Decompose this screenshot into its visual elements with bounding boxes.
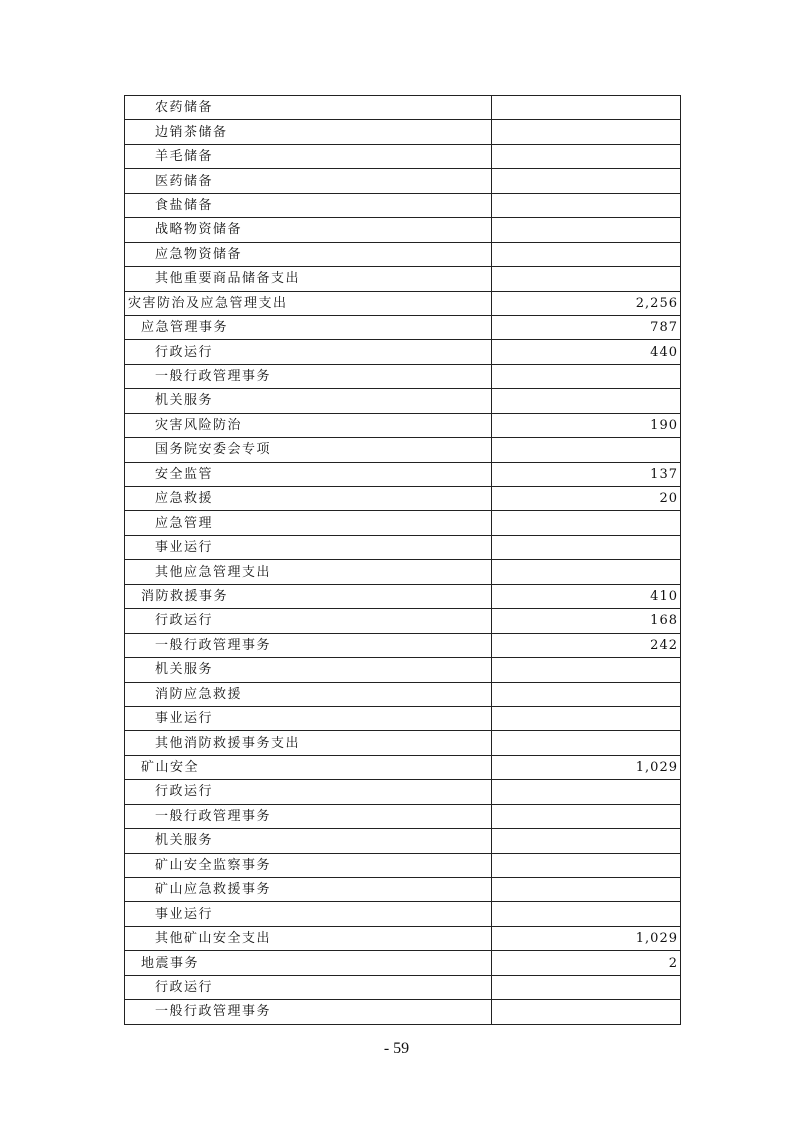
table-row xyxy=(125,706,681,730)
row-item-name: 消防救援事务 xyxy=(125,584,492,608)
table-row xyxy=(125,291,681,315)
row-item-name: 农药储备 xyxy=(125,96,492,120)
table-row xyxy=(125,487,681,511)
row-item-name: 灾害风险防治 xyxy=(125,413,492,437)
row-item-name: 一般行政管理事务 xyxy=(125,633,492,657)
table-row xyxy=(125,169,681,193)
table-row xyxy=(125,658,681,682)
row-item-name: 事业运行 xyxy=(125,706,492,730)
table-row xyxy=(125,951,681,975)
table-row xyxy=(125,780,681,804)
table-row xyxy=(125,560,681,584)
table-row xyxy=(125,926,681,950)
row-amount: 168 xyxy=(492,609,681,633)
row-item-name: 应急管理 xyxy=(125,511,492,535)
table-row xyxy=(125,120,681,144)
row-item-name: 医药储备 xyxy=(125,169,492,193)
row-item-name: 其他矿山安全支出 xyxy=(125,926,492,950)
row-item-name: 机关服务 xyxy=(125,829,492,853)
row-item-name: 行政运行 xyxy=(125,340,492,364)
row-item-name: 一般行政管理事务 xyxy=(125,804,492,828)
row-amount: 2 xyxy=(492,951,681,975)
row-item-name: 应急救援 xyxy=(125,487,492,511)
row-amount xyxy=(492,438,681,462)
row-amount: 2,256 xyxy=(492,291,681,315)
table-row xyxy=(125,267,681,291)
row-amount xyxy=(492,878,681,902)
row-amount: 1,029 xyxy=(492,926,681,950)
row-amount: 20 xyxy=(492,487,681,511)
row-amount xyxy=(492,96,681,120)
row-amount: 787 xyxy=(492,315,681,339)
row-item-name: 机关服务 xyxy=(125,389,492,413)
row-item-name: 其他重要商品储备支出 xyxy=(125,267,492,291)
row-amount: 1,029 xyxy=(492,755,681,779)
budget-table xyxy=(124,95,681,1025)
row-item-name: 一般行政管理事务 xyxy=(125,364,492,388)
row-item-name: 边销茶储备 xyxy=(125,120,492,144)
table-row xyxy=(125,413,681,437)
table-row xyxy=(125,144,681,168)
row-item-name: 事业运行 xyxy=(125,535,492,559)
table-row xyxy=(125,96,681,120)
budget-table-body xyxy=(125,96,681,1025)
table-row xyxy=(125,340,681,364)
row-amount xyxy=(492,267,681,291)
row-amount xyxy=(492,780,681,804)
table-row xyxy=(125,242,681,266)
row-amount xyxy=(492,731,681,755)
row-item-name: 矿山应急救援事务 xyxy=(125,878,492,902)
row-amount xyxy=(492,242,681,266)
table-row xyxy=(125,804,681,828)
row-amount: 137 xyxy=(492,462,681,486)
table-row xyxy=(125,755,681,779)
row-item-name: 一般行政管理事务 xyxy=(125,1000,492,1024)
row-item-name: 应急管理事务 xyxy=(125,315,492,339)
table-row xyxy=(125,853,681,877)
table-row xyxy=(125,633,681,657)
row-item-name: 矿山安全 xyxy=(125,755,492,779)
table-row xyxy=(125,438,681,462)
table-row xyxy=(125,218,681,242)
row-amount xyxy=(492,804,681,828)
table-row xyxy=(125,364,681,388)
row-amount xyxy=(492,535,681,559)
table-row xyxy=(125,731,681,755)
row-item-name: 其他消防救援事务支出 xyxy=(125,731,492,755)
table-row xyxy=(125,878,681,902)
row-amount xyxy=(492,364,681,388)
table-row xyxy=(125,682,681,706)
row-item-name: 食盐储备 xyxy=(125,193,492,217)
table-row xyxy=(125,462,681,486)
row-amount xyxy=(492,975,681,999)
table-row xyxy=(125,584,681,608)
row-item-name: 行政运行 xyxy=(125,609,492,633)
row-amount: 242 xyxy=(492,633,681,657)
row-item-name: 地震事务 xyxy=(125,951,492,975)
row-amount xyxy=(492,389,681,413)
row-amount xyxy=(492,511,681,535)
table-row xyxy=(125,535,681,559)
table-row xyxy=(125,609,681,633)
row-amount xyxy=(492,829,681,853)
row-amount xyxy=(492,560,681,584)
row-item-name: 战略物资储备 xyxy=(125,218,492,242)
table-row xyxy=(125,389,681,413)
row-amount xyxy=(492,120,681,144)
row-amount xyxy=(492,1000,681,1024)
row-item-name: 其他应急管理支出 xyxy=(125,560,492,584)
row-item-name: 事业运行 xyxy=(125,902,492,926)
row-item-name: 行政运行 xyxy=(125,975,492,999)
row-item-name: 消防应急救援 xyxy=(125,682,492,706)
table-row xyxy=(125,975,681,999)
row-item-name: 行政运行 xyxy=(125,780,492,804)
row-amount xyxy=(492,218,681,242)
row-amount xyxy=(492,193,681,217)
table-row xyxy=(125,193,681,217)
row-item-name: 灾害防治及应急管理支出 xyxy=(125,291,492,315)
row-amount xyxy=(492,853,681,877)
table-row xyxy=(125,511,681,535)
row-amount xyxy=(492,902,681,926)
table-row xyxy=(125,902,681,926)
row-amount xyxy=(492,169,681,193)
row-amount xyxy=(492,658,681,682)
row-item-name: 矿山安全监察事务 xyxy=(125,853,492,877)
budget-table-container xyxy=(124,95,680,1025)
row-item-name: 国务院安委会专项 xyxy=(125,438,492,462)
row-item-name: 应急物资储备 xyxy=(125,242,492,266)
row-item-name: 羊毛储备 xyxy=(125,144,492,168)
row-amount xyxy=(492,144,681,168)
row-item-name: 安全监管 xyxy=(125,462,492,486)
row-amount xyxy=(492,706,681,730)
table-row xyxy=(125,1000,681,1024)
row-amount xyxy=(492,682,681,706)
page-number: - 59 xyxy=(383,1040,410,1057)
table-row xyxy=(125,315,681,339)
row-item-name: 机关服务 xyxy=(125,658,492,682)
row-amount: 440 xyxy=(492,340,681,364)
table-row xyxy=(125,829,681,853)
row-amount: 190 xyxy=(492,413,681,437)
row-amount: 410 xyxy=(492,584,681,608)
